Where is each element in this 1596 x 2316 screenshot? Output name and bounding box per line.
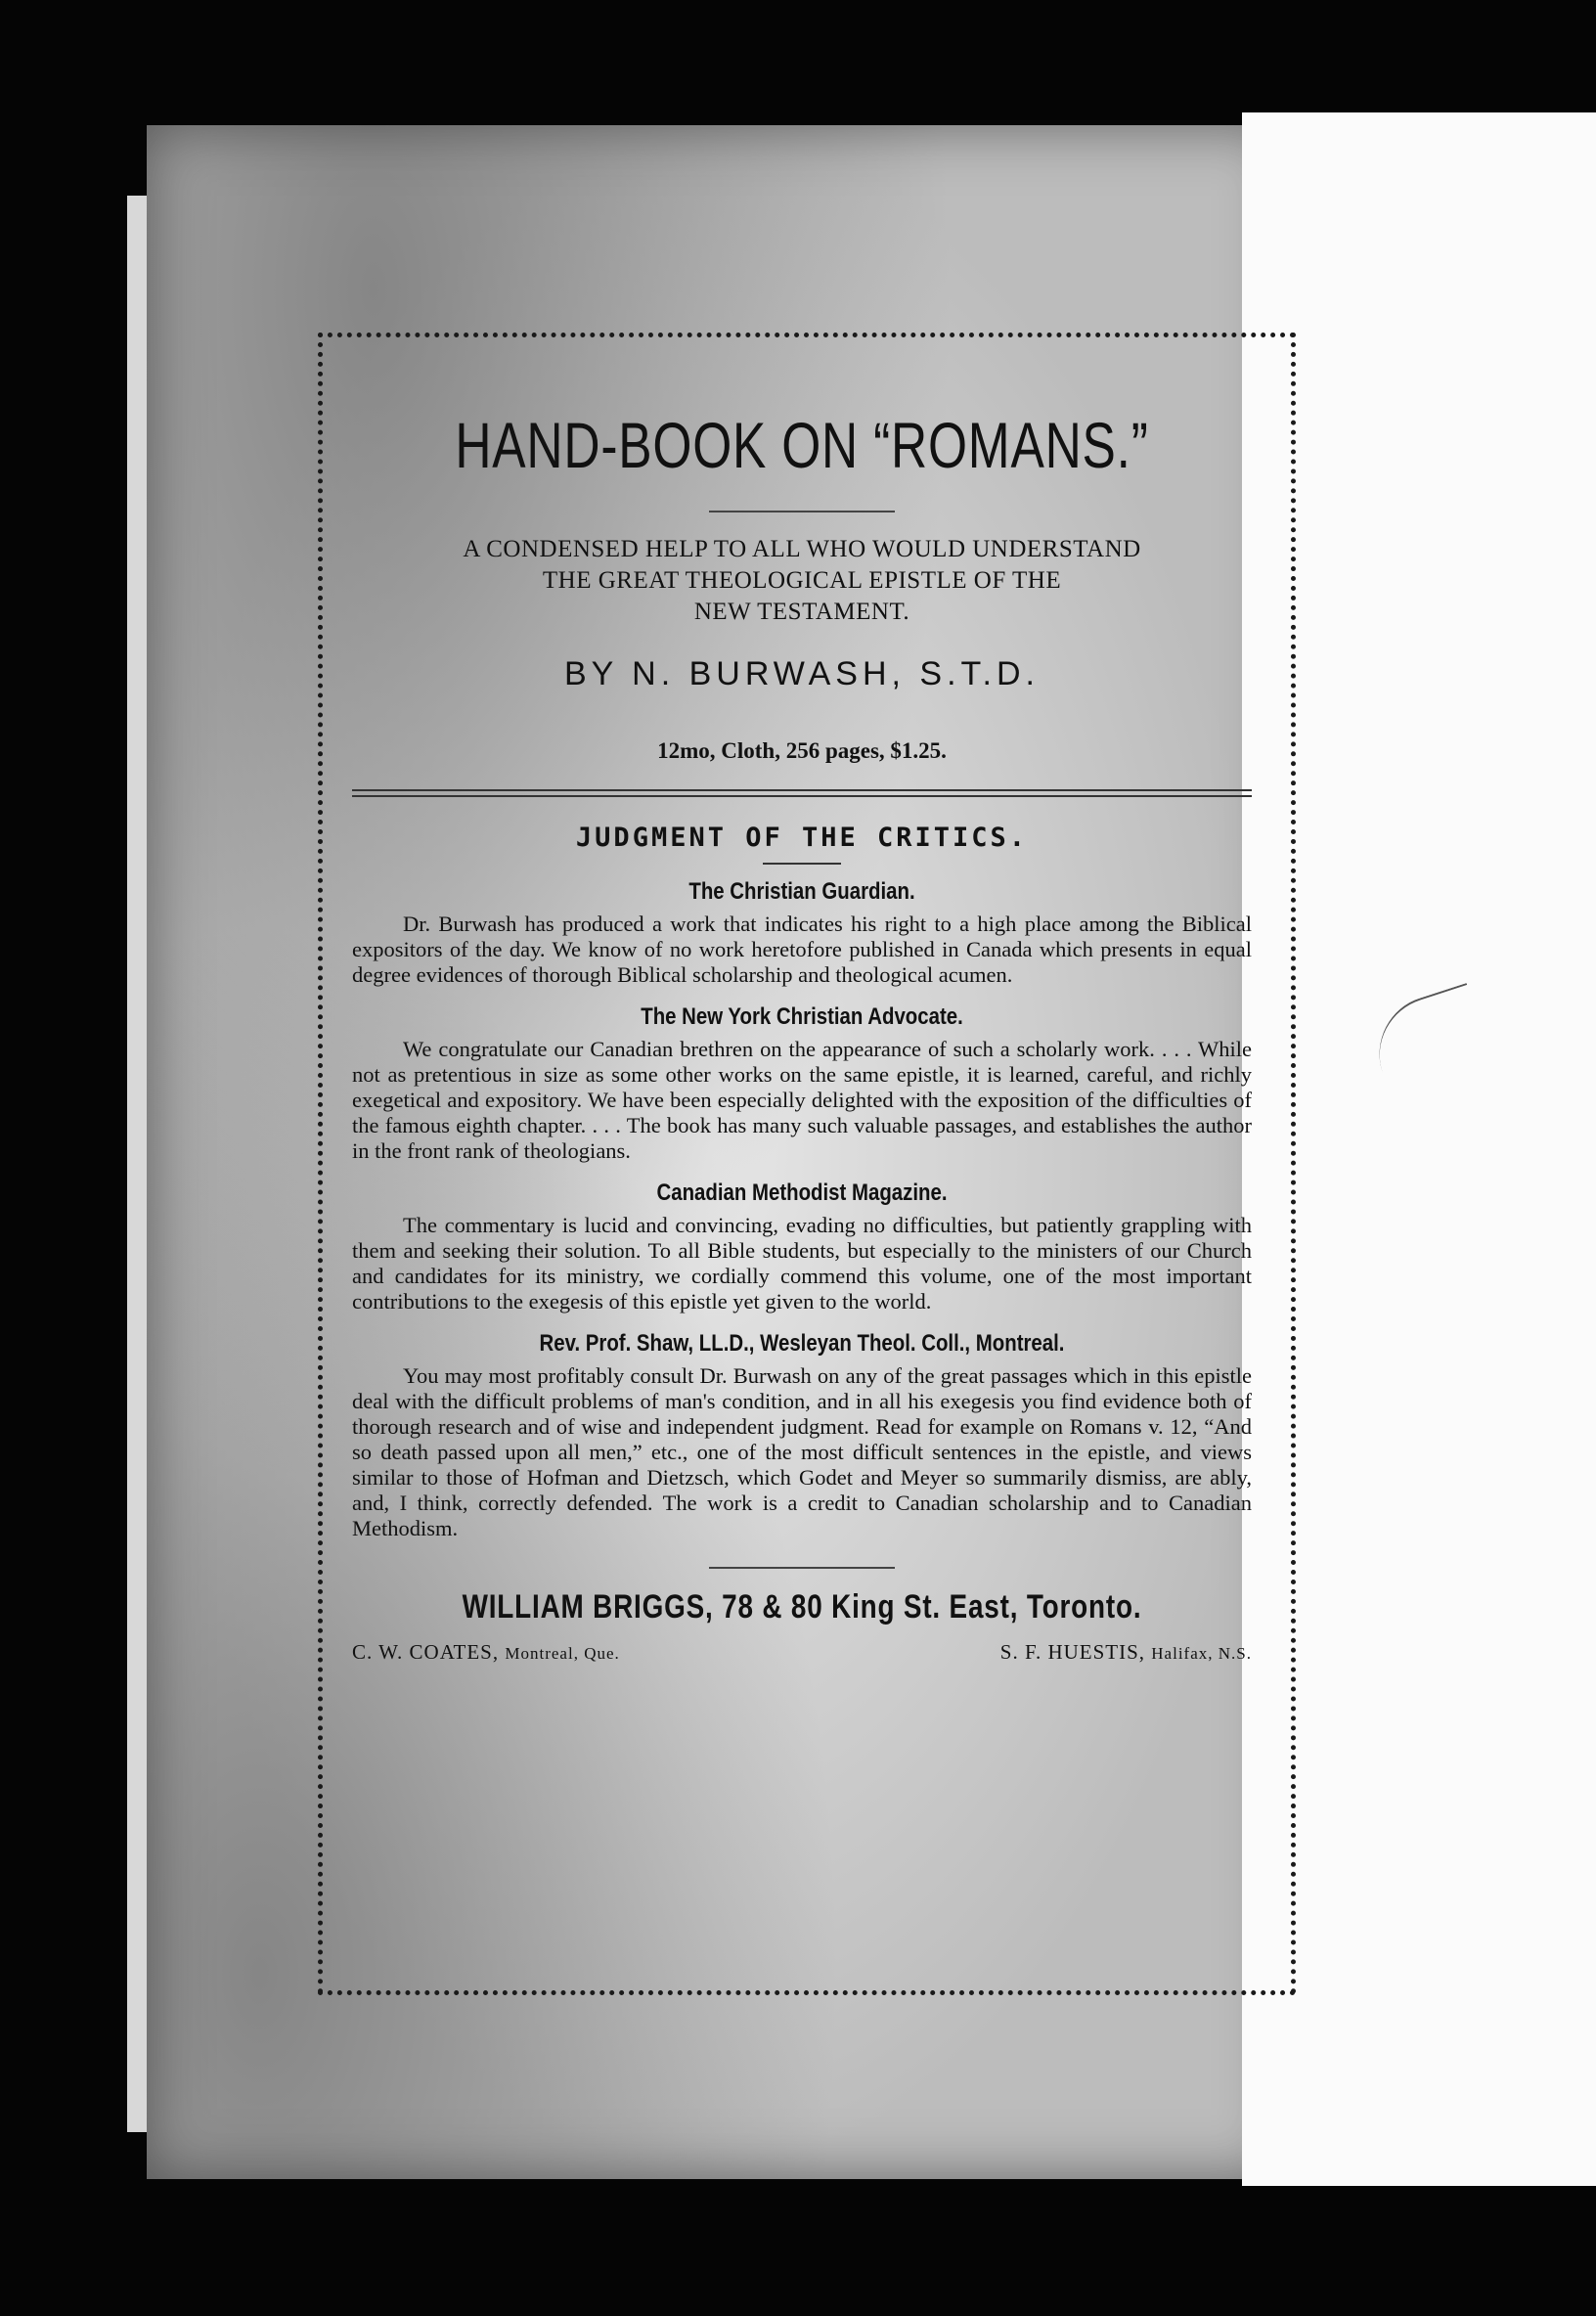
review-ny-christian-advocate: [352, 1003, 1252, 1164]
divider: [709, 1567, 895, 1569]
publisher-line: WILLIAM BRIGGS, 78 & 80 King St. East, Toronto.: [462, 1588, 1142, 1626]
agent-halifax: [1000, 1640, 1252, 1665]
review-christian-guardian: [352, 878, 1252, 988]
review-source: The New York Christian Advocate.: [641, 1003, 963, 1030]
price-line: 12mo, Cloth, 256 pages, $1.25.: [657, 738, 947, 763]
review-canadian-methodist-magazine: [352, 1180, 1252, 1314]
agent-place: Halifax, N.S.: [1151, 1644, 1252, 1663]
review-source: Canadian Methodist Magazine.: [656, 1180, 948, 1206]
divider: [709, 511, 895, 512]
review-text: The commentary is lucid and convincing, evading no difficulties, but patiently grappling with them and seeking their solution. To all Bible students, but especially to the ministers of our Church and candidates for its ministry, we cordially commend this volume, one of the most important contributions to the exegesis of this epistle yet given to the world.: [352, 1213, 1252, 1314]
review-text: Dr. Burwash has produced a work that indicates his right to a high place among the Biblical expositors of the day. We know of no work heretofore published in Canada which presents in equal degree evidences of thorough Biblical scholarship and theological acumen.: [352, 912, 1252, 987]
review-text: We congratulate our Canadian brethren on the appearance of such a scholarly work. . . . While not as pretentious in size as some other works on the same epistle, it is learned, careful, and richly exegetical and expository. We have been especially delighted with the exposition of the difficulties of the famous eighth chapter. . . . The book has many such valuable passages, and establishes the author in the front rank of theologians.: [352, 1037, 1252, 1163]
critics-heading: JUDGMENT OF THE CRITICS.: [575, 823, 1029, 853]
subtitle-line: THE GREAT THEOLOGICAL EPISTLE OF THE: [542, 567, 1062, 594]
review-text: You may most profitably consult Dr. Burwash on any of the great passages which in this epistle deal with the difficult problems of man's condition, and in all his exegesis you find evidence both of thorough research and of wise and independent judgment. Read for example on Romans v. 12, “And so death passed upon all men,” etc., one of the most difficult sentences in the epistle, and views similar to those of Hofman and Dietzsch, which Godet and Meyer so summarily dismiss, are ably, and, I think, correctly defended. The work is a credit to Canadian scholarship and to Canadian Methodism.: [352, 1363, 1252, 1540]
agent-place: Montreal, Que.: [505, 1644, 620, 1663]
book-title: HAND-BOOK ON “ROMANS.”: [455, 409, 1149, 481]
double-divider: [352, 789, 1252, 797]
divider: [763, 863, 841, 865]
book-subtitle: [352, 534, 1252, 628]
advertisement-content: [352, 362, 1252, 1665]
review-prof-shaw: [352, 1330, 1252, 1541]
author-line: BY N. BURWASH, S.T.D.: [563, 655, 1040, 692]
agent-montreal: [352, 1640, 620, 1665]
agent-name: S. F. HUESTIS,: [999, 1640, 1146, 1664]
agent-name: C. W. COATES,: [352, 1640, 500, 1664]
subtitle-line: NEW TESTAMENT.: [693, 599, 910, 625]
review-source: The Christian Guardian.: [688, 878, 915, 905]
review-source: Rev. Prof. Shaw, LL.D., Wesleyan Theol. Coll., Montreal.: [539, 1330, 1065, 1357]
subtitle-line: A CONDENSED HELP TO ALL WHO WOULD UNDERSTAND: [463, 536, 1141, 562]
agents-line: [352, 1640, 1252, 1665]
